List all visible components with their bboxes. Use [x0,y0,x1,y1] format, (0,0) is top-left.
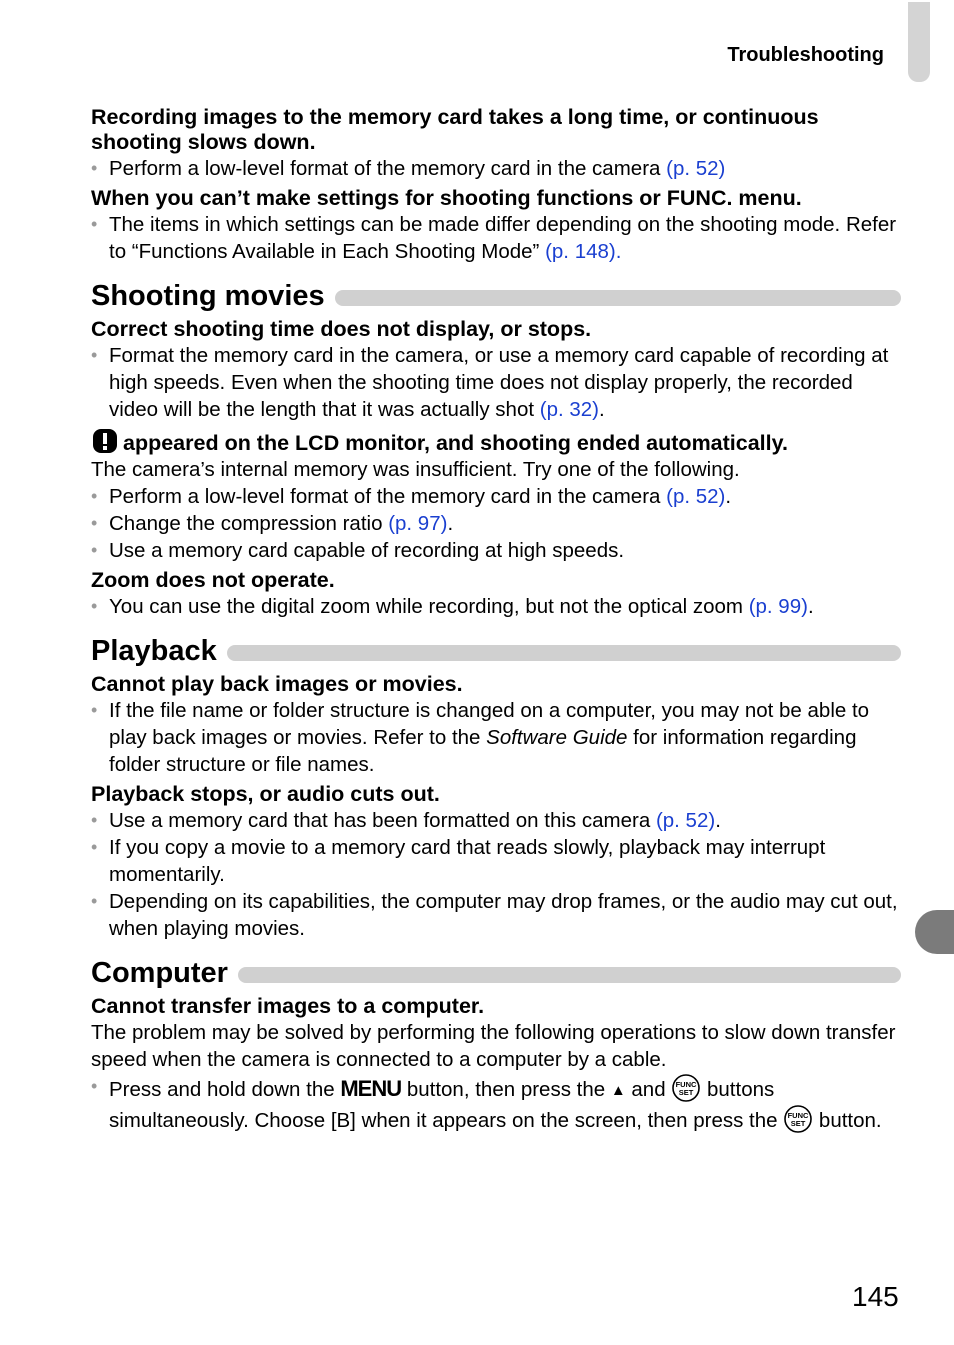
issue-heading: Correct shooting time does not display, or stops. [91,317,592,341]
section-divider [335,290,901,306]
list-item: • Perform a low-level format of the memory card in the camera (p. 52). [91,485,732,508]
page-link[interactable]: (p. 97) [388,512,448,535]
list-item: • Format the memory card in the camera, or use a memory card capable of recording at high speeds. Even when the shooting time does not display properly, the recorded video will be the length that it was actually shot (p. 32). [91,344,889,421]
bullet-icon: • [91,540,98,560]
section-divider [238,967,901,983]
bullet-icon: • [91,891,98,911]
section-computer [91,956,901,990]
list-item: • The items in which settings can be made differ depending on the shooting mode. Refer to “Functions Available in Each Shooting Mode” (p. 148). [91,213,897,263]
bullet-icon: • [91,214,98,234]
list-item: • Perform a low-level format of the memory card in the camera (p. 52) [91,157,726,180]
list-item: • Press and hold down the MENU button, then press the ▲ and FUNC SET buttons simultaneously. Choose [B] when it appears on the screen, then press the FUNC SET button. [91,1073,901,1134]
up-arrow-icon: ▲ [610,1082,626,1099]
bullet-icon: • [91,158,98,178]
list-item: • You can use the digital zoom while recording, but not the optical zoom (p. 99). [91,595,814,618]
func-set-icon [783,1104,813,1134]
bullet-icon: • [91,486,98,506]
page-link[interactable]: (p. 52) [666,485,726,508]
list-item: • Depending on its capabilities, the computer may drop frames, or the audio may cut out, when playing movies. [91,890,898,940]
section-title: Computer [91,957,228,989]
page-link[interactable]: (p. 148) [545,240,616,263]
page-number: 145 [852,1281,899,1312]
section-playback [91,634,901,668]
list-item: • Use a memory card capable of recording at high speeds. [91,539,625,562]
running-header: Troubleshooting [727,44,884,66]
menu-button-icon: MENU [340,1076,402,1101]
list-item: • If you copy a movie to a memory card that reads slowly, playback may interrupt momentarily. [91,836,826,886]
issue-heading: Recording images to the memory card takes a long time, or continuous shooting slows down. [91,105,819,154]
paragraph: The camera’s internal memory was insufficient. Try one of the following. [91,458,740,481]
bullet-icon: • [91,345,98,365]
bullet-icon: • [91,513,98,533]
page-content [91,105,901,1134]
memory-warning-icon [91,427,119,455]
page-link[interactable]: (p. 52) [666,157,726,180]
func-label: FUNC [675,1080,697,1089]
func-set-icon [671,1073,701,1103]
bullet-icon: • [91,596,98,616]
set-label: SET [790,1119,806,1128]
section-divider [227,645,901,661]
issue-heading: appeared on the LCD monitor, and shooting ended automatically. [91,427,901,456]
chapter-tab-top [908,2,930,82]
list-item: • Use a memory card that has been formatted on this camera (p. 52). [91,809,721,832]
list-item: • Change the compression ratio (p. 97). [91,512,454,535]
issue-heading: When you can’t make settings for shooting functions or FUNC. menu. [91,186,802,210]
set-label: SET [679,1088,694,1097]
paragraph: The problem may be solved by performing the following operations to slow down transfer speed when the camera is connected to a computer by a cable. [91,1021,896,1071]
section-title: Playback [91,635,217,667]
issue-heading: Cannot play back images or movies. [91,672,463,696]
issue-heading: Playback stops, or audio cuts out. [91,782,440,806]
section-shooting-movies [91,279,901,313]
page-link[interactable]: (p. 52) [655,809,716,832]
func-label: FUNC [787,1111,809,1120]
bullet-icon: • [91,837,98,857]
chapter-side-tab [915,910,954,954]
page-link[interactable]: (p. 32) [539,398,599,421]
issue-heading: Cannot transfer images to a computer. [91,994,485,1018]
section-title: Shooting movies [91,280,325,312]
bullet-icon: • [91,700,98,720]
issue-heading: Zoom does not operate. [91,568,335,592]
bullet-icon: • [91,810,98,830]
bullet-icon: • [91,1076,98,1096]
list-item: • If the file name or folder structure is changed on a computer, you may not be able to play back images or movies. Refer to the Software Guide for information regarding folder structure or file names. [91,699,870,776]
page-link[interactable]: (p. 99) [748,595,808,618]
